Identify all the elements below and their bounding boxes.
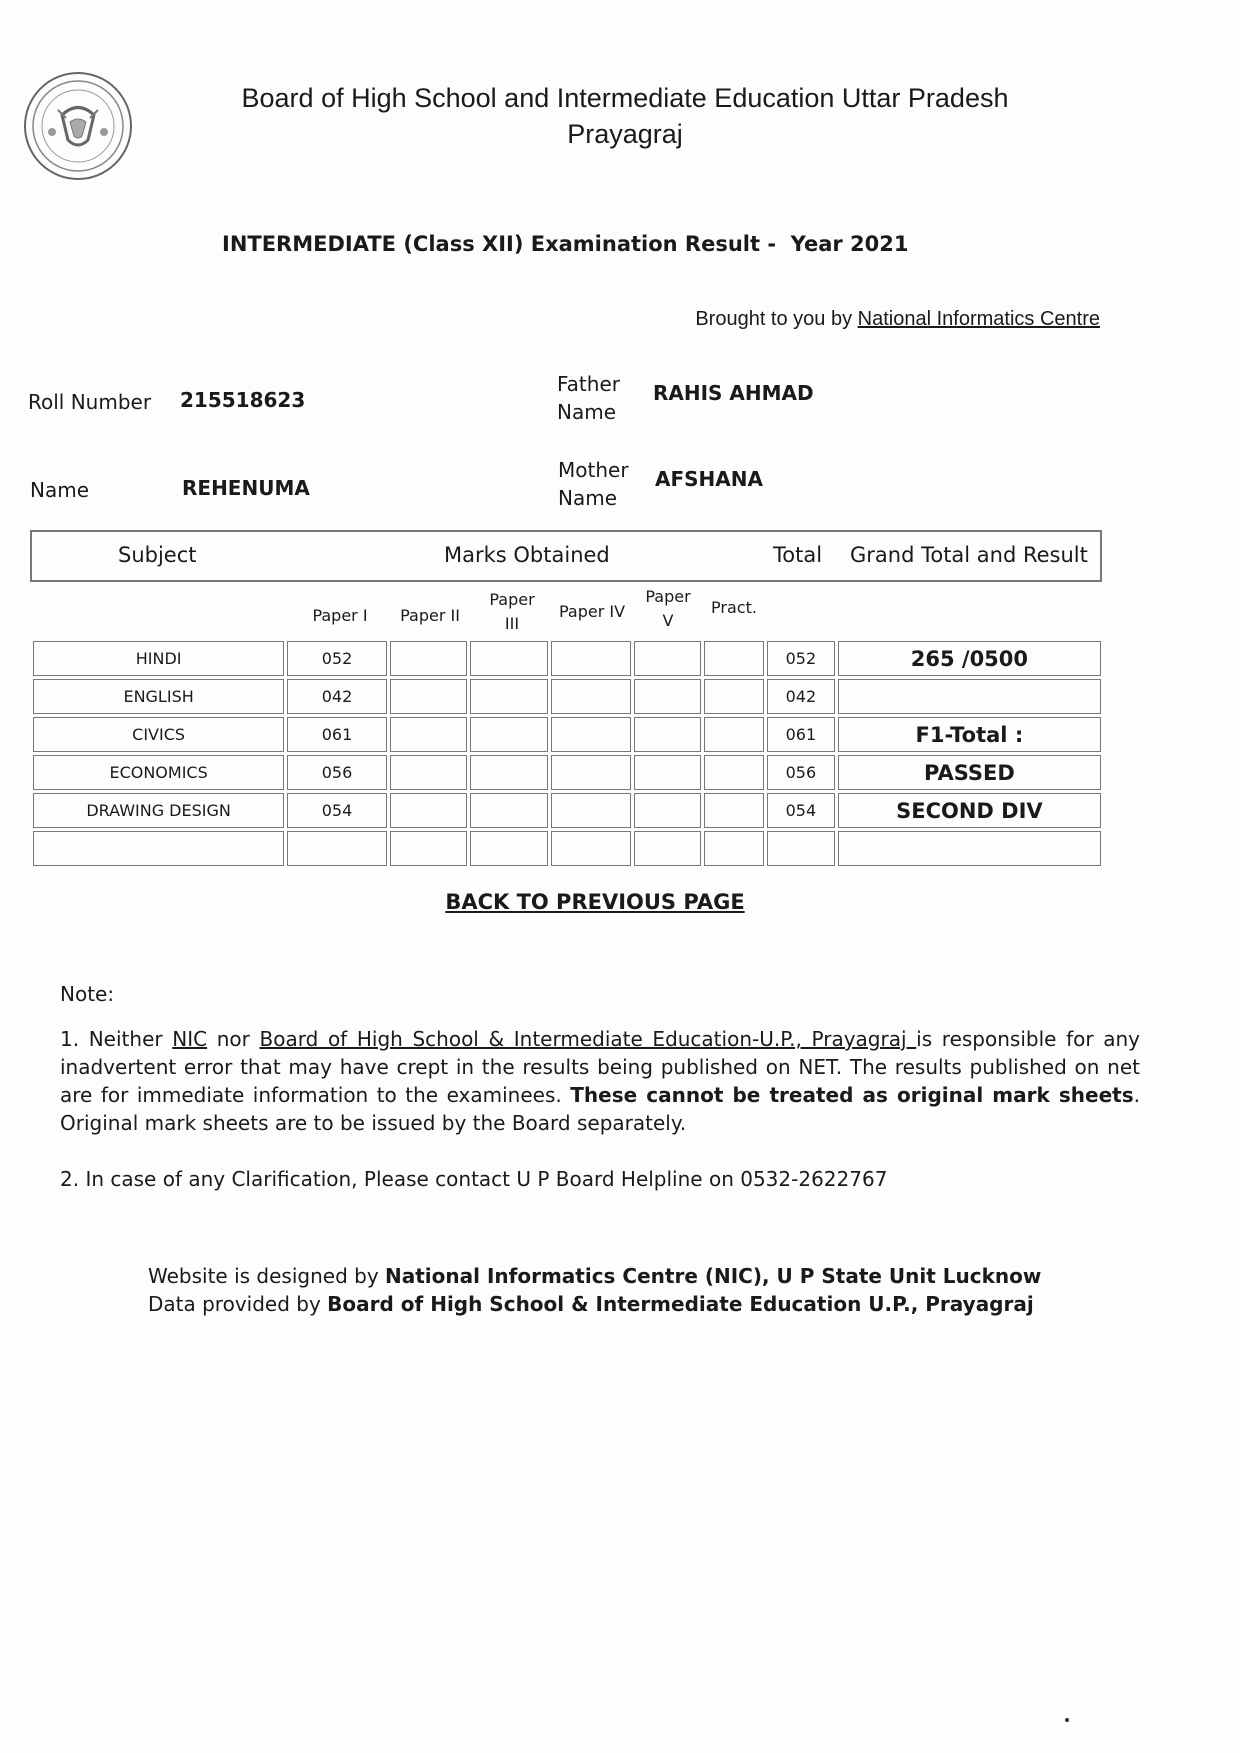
paper1-cell: 052: [287, 641, 387, 676]
paper2-cell: [390, 793, 468, 828]
back-to-previous-page-link[interactable]: BACK TO PREVIOUS PAGE: [445, 890, 745, 914]
paper1-cell: 054: [287, 793, 387, 828]
total-cell: 042: [767, 679, 835, 714]
total-cell: 052: [767, 641, 835, 676]
paper2-cell: [390, 641, 468, 676]
roll-number-value: 215518623: [180, 388, 306, 412]
paper4-cell: [551, 641, 631, 676]
roll-number-label: Roll Number: [28, 390, 152, 414]
grand-total-cell: SECOND DIV: [838, 793, 1101, 828]
empty-cell: [390, 831, 468, 866]
footer: [148, 1262, 1108, 1318]
note-p1-text-a: 1. Neither: [60, 1027, 173, 1051]
paper5-cell: [634, 717, 702, 752]
board-underlined: Board of High School & Intermediate Education-U.P., Prayagraj: [259, 1027, 917, 1051]
father-label-line2: Name: [557, 400, 617, 424]
empty-cell: [470, 831, 548, 866]
subheader-paper3: [472, 588, 552, 636]
subject-cell: ECONOMICS: [33, 755, 284, 790]
grand-total-cell: [838, 679, 1101, 714]
paper4-cell: [551, 679, 631, 714]
results-table: [30, 638, 1104, 869]
pract-cell: [704, 793, 764, 828]
subject-cell: ENGLISH: [33, 679, 284, 714]
footer-line1-prefix: Website is designed by: [148, 1264, 386, 1288]
table-row: [33, 717, 1101, 752]
paper2-cell: [390, 717, 468, 752]
father-label-line1: Father: [557, 372, 620, 396]
subject-cell: HINDI: [33, 641, 284, 676]
note-title: Note:: [60, 982, 115, 1006]
note-paragraph-1: [60, 1025, 1140, 1137]
empty-cell: [838, 831, 1101, 866]
table-row: [33, 641, 1101, 676]
grand-total-cell: PASSED: [838, 755, 1101, 790]
footer-line2-prefix: Data provided by: [148, 1292, 328, 1316]
father-name-value: RAHIS AHMAD: [653, 381, 814, 405]
total-cell: 054: [767, 793, 835, 828]
header-grand-total: Grand Total and Result: [850, 543, 1088, 567]
paper5-cell: [634, 793, 702, 828]
paper4-cell: [551, 717, 631, 752]
board-title-line2: Prayagraj: [567, 119, 683, 149]
mother-label-line1: Mother: [558, 458, 629, 482]
paper2-cell: [390, 679, 468, 714]
subheader-paper3-line2: III: [504, 614, 520, 633]
header-total: Total: [773, 543, 823, 567]
paper3-cell: [470, 641, 548, 676]
paper5-cell: [634, 679, 702, 714]
up-emblem-logo: [22, 70, 134, 182]
subheader-paper4: Paper IV: [558, 602, 626, 621]
empty-cell: [33, 831, 284, 866]
paper3-cell: [470, 755, 548, 790]
note-p1-text-d: . Original mark sheets are to be issued by the Board separately.: [60, 1083, 1140, 1135]
paper5-cell: [634, 641, 702, 676]
subheader-paper2: Paper II: [400, 606, 460, 625]
header-marks-obtained: Marks Obtained: [444, 543, 610, 567]
subject-cell: CIVICS: [33, 717, 284, 752]
subheader-paper1: Paper I: [312, 606, 368, 625]
board-title-line1: Board of High School and Intermediate Education Uttar Pradesh: [241, 83, 1009, 113]
total-cell: 056: [767, 755, 835, 790]
note-p1-text-c: is responsible for any inadvertent error that may have crept in the results being published on NET. The results published on net are for immediate information to the examinees.: [60, 1027, 1140, 1107]
brought-by: [695, 308, 1100, 331]
name-label: Name: [30, 478, 90, 502]
subheader-paper5-line1: Paper: [645, 587, 691, 606]
footer-line2-bold: Board of High School & Intermediate Education U.P., Prayagraj: [327, 1292, 1034, 1316]
empty-cell: [634, 831, 702, 866]
father-name-label: [557, 370, 620, 426]
empty-cell: [767, 831, 835, 866]
paper1-cell: 056: [287, 755, 387, 790]
mother-name-label: [558, 456, 629, 512]
paper3-cell: [470, 717, 548, 752]
note-p1-bold: These cannot be treated as original mark sheets: [570, 1083, 1134, 1107]
paper5-cell: [634, 755, 702, 790]
subheader-paper5-line2: V: [662, 611, 674, 630]
subheader-paper3-line1: Paper: [489, 590, 535, 609]
mother-name-value: AFSHANA: [655, 467, 763, 491]
table-row: [33, 679, 1101, 714]
table-row: [33, 793, 1101, 828]
scan-speck: [1065, 1718, 1069, 1722]
mother-label-line2: Name: [558, 486, 618, 510]
header-subject: Subject: [118, 543, 197, 567]
table-row: [33, 755, 1101, 790]
paper4-cell: [551, 755, 631, 790]
paper1-cell: 061: [287, 717, 387, 752]
board-title: [150, 80, 1100, 152]
grand-total-cell: 265 /0500: [838, 641, 1101, 676]
nic-underlined: NIC: [172, 1027, 208, 1051]
paper1-cell: 042: [287, 679, 387, 714]
note-p1-text-b: nor: [207, 1027, 260, 1051]
exam-title: INTERMEDIATE (Class XII) Examination Result - Year 2021: [222, 232, 909, 256]
paper3-cell: [470, 793, 548, 828]
footer-line2: [148, 1290, 1108, 1318]
subheader-pract: Pract.: [711, 598, 757, 617]
note-paragraph-2: 2. In case of any Clarification, Please contact U P Board Helpline on 0532-2622767: [60, 1167, 888, 1191]
pract-cell: [704, 755, 764, 790]
grand-total-cell: F1-Total :: [838, 717, 1101, 752]
pract-cell: [704, 679, 764, 714]
table-row-empty: [33, 831, 1101, 866]
pract-cell: [704, 641, 764, 676]
results-table-body: [33, 641, 1101, 866]
paper4-cell: [551, 793, 631, 828]
footer-line1-bold: National Informatics Centre (NIC), U P State Unit Lucknow: [385, 1264, 1042, 1288]
paper2-cell: [390, 755, 468, 790]
total-cell: 061: [767, 717, 835, 752]
empty-cell: [704, 831, 764, 866]
empty-cell: [287, 831, 387, 866]
paper3-cell: [470, 679, 548, 714]
footer-line1: [148, 1262, 1108, 1290]
nic-link[interactable]: National Informatics Centre: [857, 308, 1100, 330]
brought-by-prefix: Brought to you by: [695, 308, 853, 330]
subject-cell: DRAWING DESIGN: [33, 793, 284, 828]
pract-cell: [704, 717, 764, 752]
name-value: REHENUMA: [182, 476, 310, 500]
empty-cell: [551, 831, 631, 866]
